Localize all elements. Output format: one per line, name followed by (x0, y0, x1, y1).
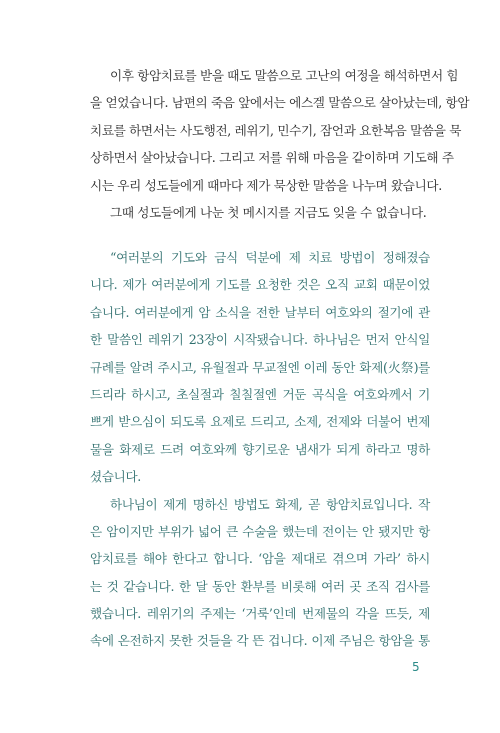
quote-line: 는 것 같습니다. 한 달 동안 환부를 비롯해 여러 곳 조직 검사를 (90, 578, 430, 594)
text-line: 을 얻었습니다. 남편의 죽음 앞에서는 에스겔 말씀으로 살아났는데, 항암 (90, 95, 470, 111)
text-line: 치료를 하면서는 사도행전, 레위기, 민수기, 잠언과 요한복음 말씀을 묵 (90, 122, 462, 138)
page-number: 5 (412, 660, 420, 674)
quote-line: 셨습니다. (90, 469, 141, 485)
quoted-sermon (90, 244, 430, 655)
body-paragraph (90, 62, 470, 226)
text-line: 시는 우리 성도들에게 때마다 제가 묵상한 말씀을 나누며 왔습니다. (90, 177, 442, 193)
quote-line: 습니다. 여러분에게 암 소식을 전한 날부터 여호와의 절기에 관 (90, 304, 430, 320)
quote-line: 규례를 알려 주시고, 유월절과 무교절엔 이레 동안 화제(火祭)를 (90, 359, 430, 375)
text-line: 이후 항암치료를 받을 때도 말씀으로 고난의 여정을 해석하면서 힘 (110, 68, 459, 83)
quote-line: “여러분의 기도와 금식 덕분에 제 치료 방법이 정해졌습 (110, 250, 430, 265)
quote-line: 한 말씀인 레위기 23장이 시작됐습니다. 하나님은 먼저 안식일 (90, 332, 430, 348)
quote-line: 하나님이 제게 명하신 방법도 화제, 곧 항암치료입니다. 작 (110, 496, 430, 512)
quote-line: 암치료를 해야 한다고 합니다. ‘암을 제대로 겪으며 가라’ 하시 (90, 551, 430, 567)
quote-line: 쁘게 받으심이 되도록 요제로 드리고, 소제, 전제와 더불어 번제 (90, 414, 430, 430)
quote-line: 속에 온전하지 못한 것들을 각 뜬 겁니다. 이제 주님은 항암을 통 (90, 633, 430, 649)
text-line: 그때 성도들에게 나눈 첫 메시지를 지금도 잊을 수 없습니다. (110, 204, 427, 220)
quote-line: 물을 화제로 드려 여호와께 향기로운 냄새가 되게 하라고 명하 (90, 441, 430, 457)
quote-line: 드리라 하시고, 초실절과 칠칠절엔 거둔 곡식을 여호와께서 기 (90, 386, 430, 402)
quote-line: 니다. 제가 여러분에게 기도를 요청한 것은 오직 교회 때문이었 (90, 277, 430, 293)
text-line: 상하면서 살아났습니다. 그리고 저를 위해 마음을 같이하며 기도해 주 (90, 150, 454, 166)
quote-line: 했습니다. 레위기의 주제는 ‘거룩’인데 번제물의 각을 뜨듯, 제 (90, 606, 430, 622)
quote-line: 은 암이지만 부위가 넓어 큰 수술을 했는데 전이는 안 됐지만 항 (90, 523, 430, 539)
